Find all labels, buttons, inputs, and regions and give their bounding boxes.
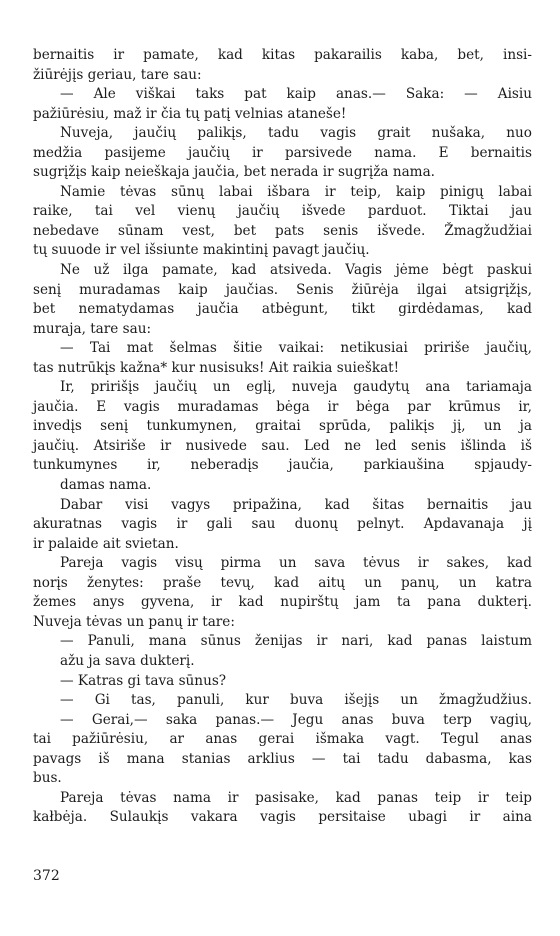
text-line: Ne už ilga pamate, kad atsiveda. Vagis jėme bėgt paskui (60, 262, 532, 279)
page-number: 372 (33, 868, 60, 884)
text-line: jaučių. Atsirišе ir nusivede sau. Led ne led senis išlinda iš (33, 437, 532, 454)
text-line: pažiūrėsiu, maž ir čia tų patį velnias ataneše! (33, 105, 347, 122)
text-line: jaučia. E vagis muradamas bėga ir bėga par krūmus ir, (33, 398, 532, 415)
text-line: Ir, pririšįs jaučių un eglį, nuveja gaudytų ana tariamaja (60, 379, 532, 396)
text-line: muraja, tare sau: (33, 320, 152, 337)
text-line: Namie tėvas sūnų labai išbara ir teip, kaip pinigų labai (60, 183, 532, 200)
text-line: medžia pasijeme jaučių ir parsivede nama. E bernaitis (33, 144, 532, 161)
text-line: bernaitis ir pamate, kad kitas pakarailis kaba, bet, insi- (33, 47, 532, 63)
page-text-body (33, 46, 532, 828)
text-line: Nuveja tėvas un panų ir tare: (33, 613, 235, 630)
text-line: pavags iš mana stanias arklius — tai tadu dabasma, kas (33, 750, 532, 767)
text-line: žemes anys gyvena, ir kad nupirštų jam ta pana dukterį. (33, 594, 532, 611)
text-line: Pareja vagis visų pirma un sava tėvus ir sakes, kad (60, 555, 532, 572)
text-line: bet nematydamas jaučia atbėgunt, tikt girdėdamas, kad (33, 301, 532, 318)
text-line: akuratnas vagis ir gali sau duonų pelnyt. Apdavanaja jį (33, 516, 532, 533)
text-line: tas nutrūkįs kažna* kur nusisuks! Ait raikia suieškat! (33, 359, 400, 376)
text-line: Pareja tėvas nama ir pasisake, kad panas teip ir teip (60, 789, 532, 806)
text-line: senį muradamas kaip jaučias. Senis žiūrėja ilgai atsigrįžįs, (33, 281, 532, 298)
text-line: žiūrėjįs geriau, tare sau: (33, 66, 202, 83)
text-line: Dabar visi vagys pripažina, kad šitas bernaitis jau (60, 496, 532, 513)
text-line: — Gi tas, panuli, kur buva išejįs un žmagžudžius. (60, 692, 532, 709)
text-line: — Ale viškai taks pat kaip anas.— Saka: — Aisiu (60, 86, 532, 103)
text-line: ir palaide ait svietan. (33, 535, 179, 552)
text-line: Nuveja, jaučių palikįs, tadu vagis grait nušaka, nuo (60, 125, 532, 142)
text-line: kałbėja. Sulaukįs vakara vagis persitaise ubagi ir aina (33, 809, 532, 826)
text-line: raike, tai vel vienų jaučių išvede parduot. Tiktai jau (33, 203, 532, 220)
text-line: invedįs senį tunkumynen, graitai sprūda, palikįs jį, un ja (33, 418, 532, 435)
text-line: damas nama. (60, 477, 152, 494)
text-line: norįs ženytes: praše tevų, kad aitų un panų, un katra (33, 574, 532, 591)
text-line: nebedave sūnam vest, bet pats senis išvede. Žmagžudžiai (33, 222, 532, 239)
text-line: — Gerai,— saka panas.— Jegu anas buva terp vagių, (60, 711, 532, 728)
text-line: tunkumynes ir, neberadįs jaučia, parkiaušina spjaudy- (33, 457, 532, 474)
text-line: ažu ja sava dukterį. (60, 652, 195, 669)
text-line: — Tai mat šelmas šitie vaikai: netikusiai pririše jaučių, (60, 340, 532, 357)
text-line: — Panuli, mana sūnus ženijas ir nari, kad panas laistum (60, 633, 532, 650)
text-line: sugrįžįs kaip neieškaja jaučia, bet nerada ir sugrįža nama. (33, 164, 435, 181)
text-line: tai pažiūrėsiu, ar anas gerai išmaka vagt. Tegul anas (33, 731, 532, 748)
text-line: tų suuode ir vel išsiunte makintinį pavagt jaučių. (33, 242, 370, 259)
text-line: bus. (33, 770, 62, 787)
text-line: — Katras gi tava sūnus? (60, 672, 227, 689)
